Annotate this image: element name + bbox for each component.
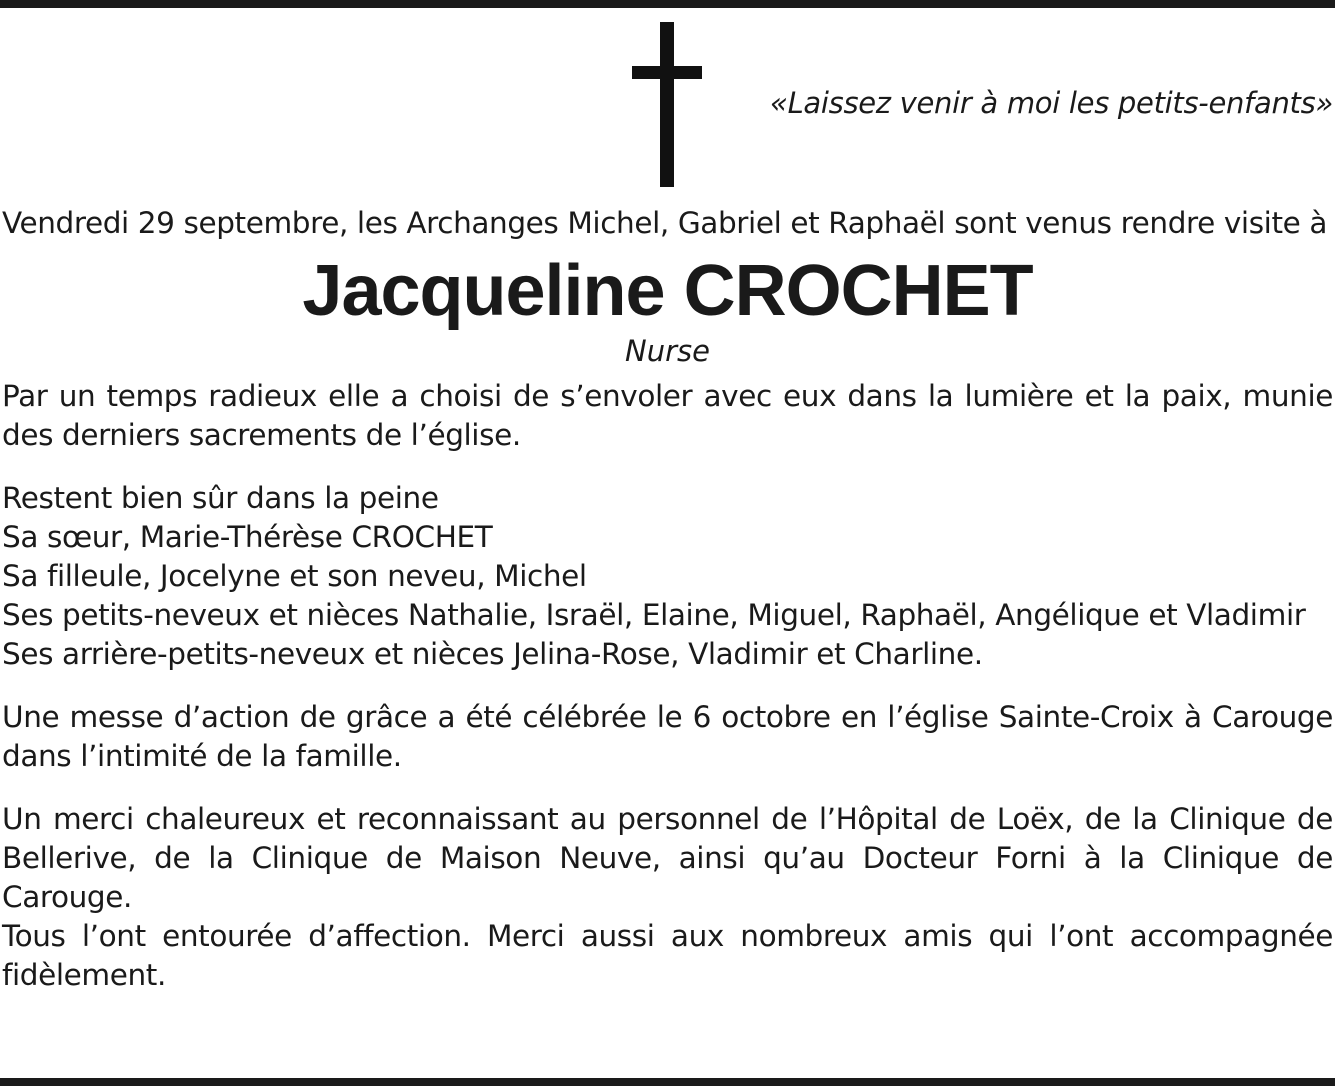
final-paragraph: Tous l’ont entourée d’affection. Merci aussi aux nombreux amis qui l’ont accompagnée fidèlement. (2, 919, 1333, 992)
family-list (2, 479, 1333, 674)
deceased-title: Nurse (625, 334, 710, 368)
mass-paragraph: Une messe d’action de grâce a été célébrée le 6 octobre en l’église Sainte-Croix à Carouge dans l’intimité de la famille. (2, 700, 1333, 773)
obituary-body (2, 204, 1333, 995)
family-line: Sa filleule, Jocelyne et son neveu, Michel (2, 559, 587, 593)
family-line: Restent bien sûr dans la peine (2, 481, 439, 515)
cross-icon (632, 22, 702, 187)
epigraph: «Laissez venir à moi les petits-enfants» (769, 86, 1333, 120)
departure-paragraph: Par un temps radieux elle a choisi de s’envoler avec eux dans la lumière et la paix, munie des derniers sacrements de l’église. (2, 379, 1333, 452)
thanks-paragraph: Un merci chaleureux et reconnaissant au personnel de l’Hôpital de Loëx, de la Clinique de Bellerive, de la Clinique de Maison Neuve, ainsi qu’au Docteur Forni à la Clinique de Carouge. (2, 802, 1333, 914)
family-line: Ses petits-neveux et nièces Nathalie, Israël, Elaine, Miguel, Raphaël, Angélique et Vladimir (2, 598, 1306, 632)
family-line: Ses arrière-petits-neveux et nièces Jelina-Rose, Vladimir et Charline. (2, 637, 983, 671)
family-line: Sa sœur, Marie-Thérèse CROCHET (2, 520, 493, 554)
deceased-name: Jacqueline CROCHET (302, 251, 1033, 331)
top-rule (0, 0, 1335, 8)
intro-paragraph: Vendredi 29 septembre, les Archanges Michel, Gabriel et Raphaël sont venus rendre visite à (2, 206, 1328, 240)
bottom-rule (0, 1078, 1335, 1086)
